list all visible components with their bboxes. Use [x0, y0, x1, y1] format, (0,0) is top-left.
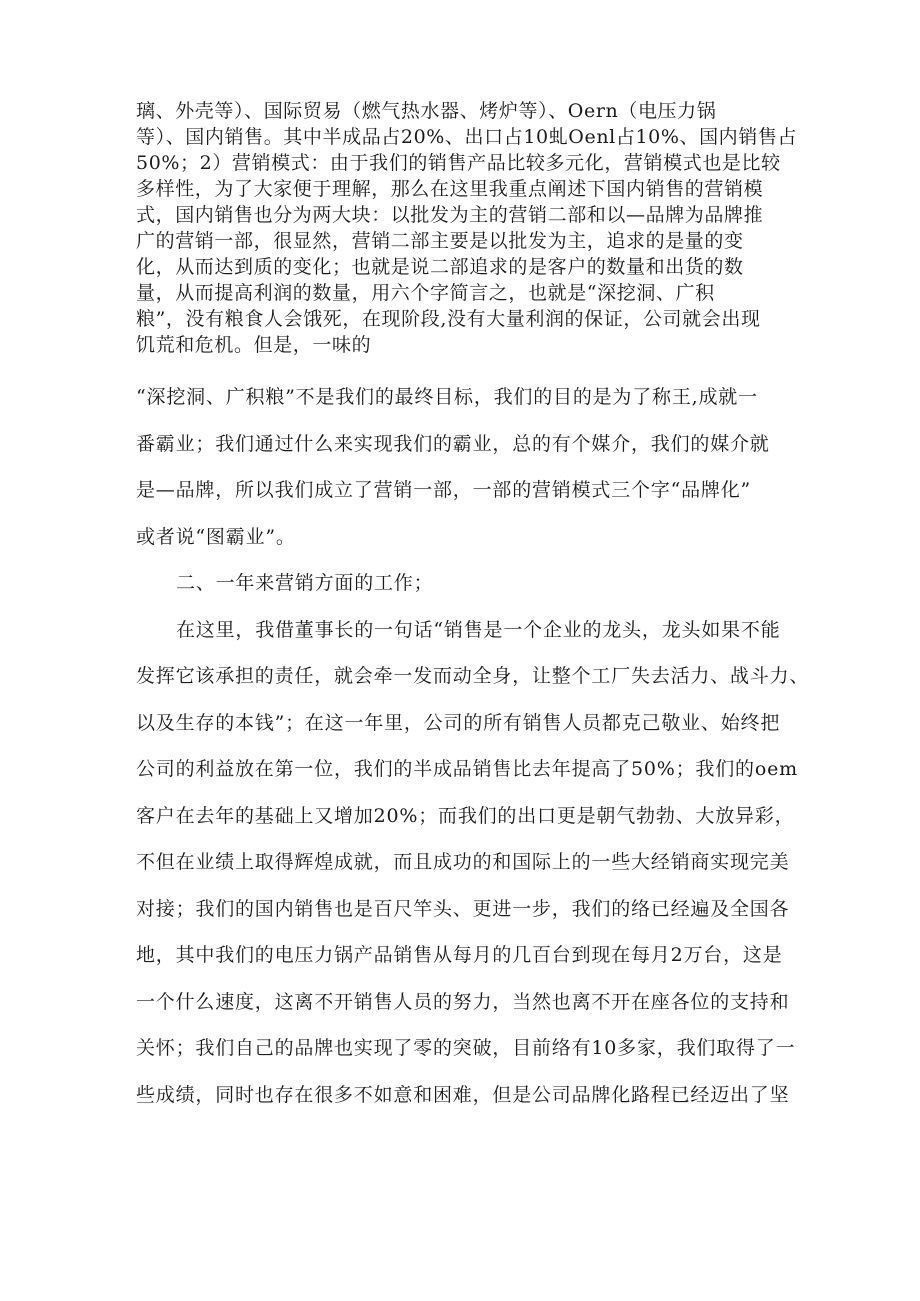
- text-line: “深挖洞、广积粮”不是我们的最终目标，我们的目的是为了称王,成就一: [136, 386, 758, 408]
- text-line: 广的营销一部，很显然，营销二部主要是以批发为主，追求的是量的变: [136, 230, 744, 252]
- section-heading: 二、一年来营销方面的工作；: [176, 572, 434, 594]
- text-line: 或者说“图霸业”。: [136, 525, 296, 548]
- dense-text-block: [136, 98, 798, 358]
- text-line: 以及生存的本钱”；在这一年里，公司的所有销售人员都克己敬业、始终把: [136, 711, 781, 734]
- text-line: 些成绩，同时也存在很多不如意和困难，但是公司品牌化路程已经迈出了坚: [136, 1083, 790, 1106]
- text-line: 量，从而提高利润的数量，用六个字简言之，也就是“深挖洞、广积: [136, 282, 715, 304]
- text-line: 在这里，我借董事长的一句话“销售是一个企业的龙头，龙头如果不能: [176, 618, 781, 641]
- text-line: 饥荒和危机。但是，一味的: [136, 334, 372, 356]
- text-line: 不但在业绩上取得辉煌成就，而且成功的和国际上的一些大经销商实现完美: [136, 851, 790, 873]
- text-line: 关怀；我们自己的品牌也实现了零的突破，目前络有10多家，我们取得了一: [136, 1037, 796, 1059]
- text-line: 番霸业；我们通过什么来实现我们的霸业，总的有个媒介，我们的媒介就: [136, 432, 770, 455]
- text-line: 对接；我们的国内销售也是百尺竿头、更进一步，我们的络已经遍及全国各: [136, 897, 790, 920]
- text-line: 等）、国内销售。其中半成品占20%、出口占10虬Oenl占10%、国内销售占: [136, 126, 798, 148]
- text-line: 璃、外壳等）、国际贸易（燃气热水器、烤炉等）、Oern（电压力锅: [136, 100, 717, 122]
- text-line: 公司的利益放在第一位，我们的半成品销售比去年提高了50%；我们的oem: [136, 758, 798, 780]
- text-line: 多样性，为了大家便于理解，那么在这里我重点阐述下国内销售的营销模: [136, 178, 764, 200]
- text-line: 客户在去年的基础上又增加20%；而我们的出口更是朝气勃勃、大放异彩，: [136, 804, 795, 827]
- text-line: 地，其中我们的电压力锅产品销售从每月的几百台到现在每月2万台，这是: [136, 944, 783, 966]
- text-line: 发挥它该承担的责任，就会牵一发而动全身，让整个工厂失去活力、战斗力、: [136, 665, 810, 687]
- text-line: 式，国内销售也分为两大块：以批发为主的营销二部和以—品牌为品牌推: [136, 204, 764, 226]
- body-text-block: [136, 383, 810, 1127]
- text-line: 粮”，没有粮食人会饿死，在现阶段,没有大量利润的保证，公司就会出现: [136, 308, 761, 330]
- text-line: 50%；2）营销模式：由于我们的销售产品比较多元化，营销模式也是比较: [136, 152, 781, 174]
- text-line: 是—品牌，所以我们成立了营销一部，一部的营销模式三个字“品牌化”: [136, 479, 752, 501]
- text-line: 一个什么速度，这离不开销售人员的努力，当然也离不开在座各位的支持和: [136, 990, 790, 1013]
- text-line: 化，从而达到质的变化；也就是说二部追求的是客户的数量和出货的数: [136, 256, 744, 278]
